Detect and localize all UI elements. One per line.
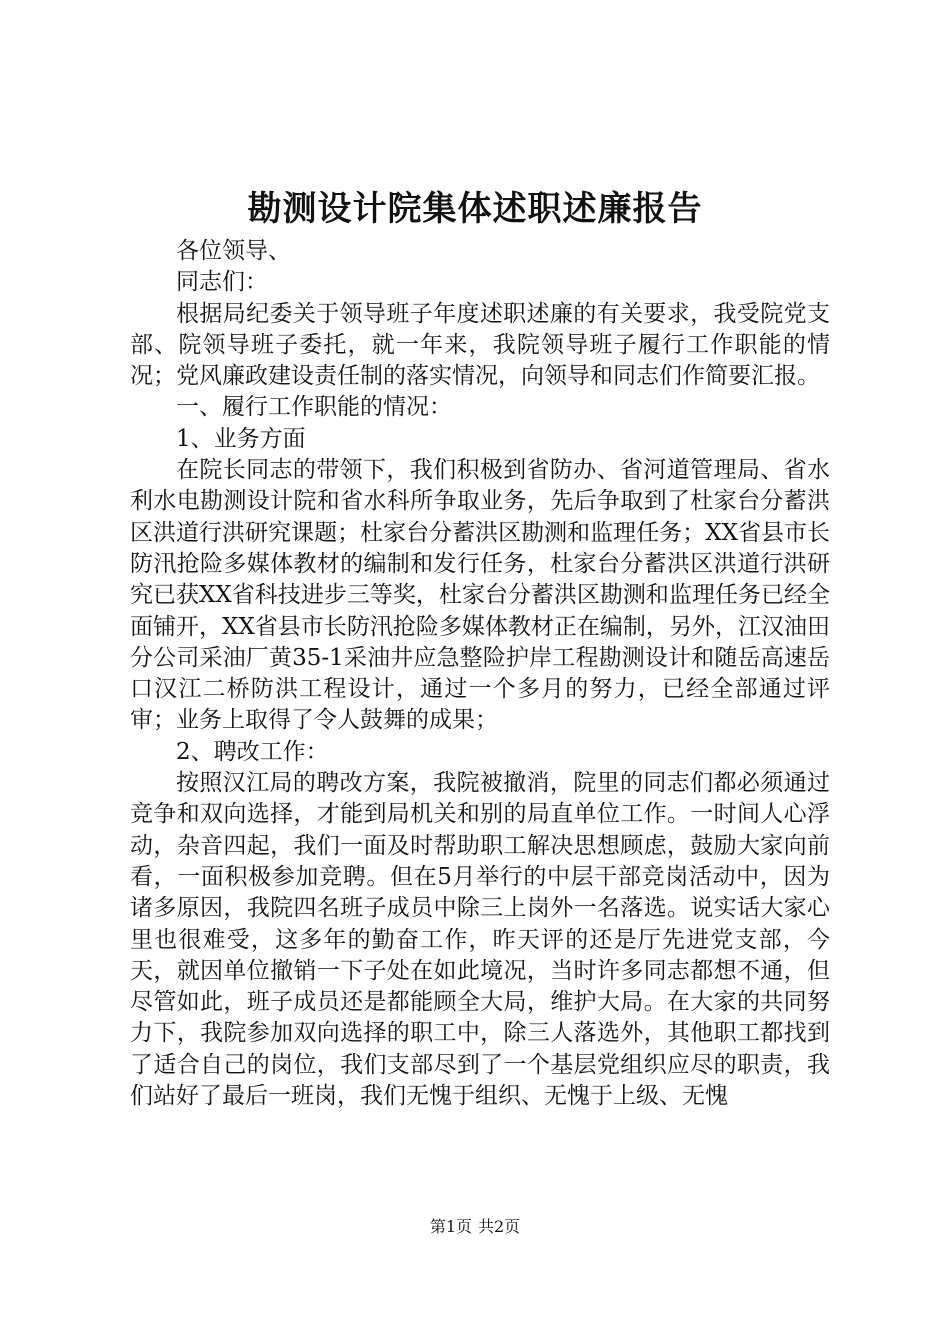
document-body (130, 236, 830, 1112)
section-heading-1: 一、履行工作职能的情况： (176, 394, 452, 421)
subsection-heading-business: 1、业务方面 (176, 425, 306, 452)
reform-paragraph: 按照汉江局的聘改方案，我院被撤消，院里的同志们都必须通过竞争和双向选择，才能到局机关和别的局直单位工作。一时间人心浮动，杂音四起，我们一面及时帮助职工解决思想顾虑，鼓励大家向前看，一面积极参加竞聘。但在5月举行的中层干部竞岗活动中，因为诸多原因，我院四名班子成员中除三上岗外一名落选。说实话大家心里也很难受，这多年的勤奋工作，昨天评的还是厅先进党支部，今天，就因单位撤销一下子处在如此境况，当时许多同志都想不通，但尽管如此，班子成员还是都能顾全大局，维护大局。在大家的共同努力下，我院参加双向选择的职工中，除三人落选外，其他职工都找到了适合自己的岗位，我们支部尽到了一个基层党组织应尽的职责，我们站好了最后一班岗，我们无愧于组织、无愧于上级、无愧 (130, 770, 830, 1110)
subsection-heading-reform: 2、聘改工作： (176, 738, 329, 765)
page-total: 共2页 (478, 1217, 521, 1236)
page-number: 第1页 (429, 1217, 472, 1236)
intro-paragraph: 根据局纪委关于领导班子年度述职述廉的有关要求，我受院党支部、院领导班子委托，就一年来，我院领导班子履行工作职能的情况；党风廉政建设责任制的落实情况，向领导和同志们作简要汇报。 (130, 300, 830, 390)
salutation-leaders: 各位领导、 (176, 238, 291, 264)
business-paragraph: 在院长同志的带领下，我们积极到省防办、省河道管理局、省水利水电勘测设计院和省水科所争取业务，先后争取到了杜家台分蓄洪区洪道行洪研究课题；杜家台分蓄洪区勘测和监理任务；XX省县市长防汛抢险多媒体教材的编制和发行任务，杜家台分蓄洪区洪道行洪研究已获XX省科技进步三等奖，杜家台分蓄洪区勘测和监理任务已经全面铺开，XX省县市长防汛抢险多媒体教材正在编制，另外，江汉油田分公司采油厂黄35-1采油井应急整险护岸工程勘测设计和随岳高速岳口汉江二桥防洪工程设计，通过一个多月的努力，已经全部通过评审；业务上取得了令人鼓舞的成果； (130, 457, 830, 734)
page-footer (0, 1216, 950, 1238)
salutation-comrades: 同志们： (176, 269, 268, 296)
document-title: 勘测设计院集体述职述廉报告 (247, 189, 703, 229)
